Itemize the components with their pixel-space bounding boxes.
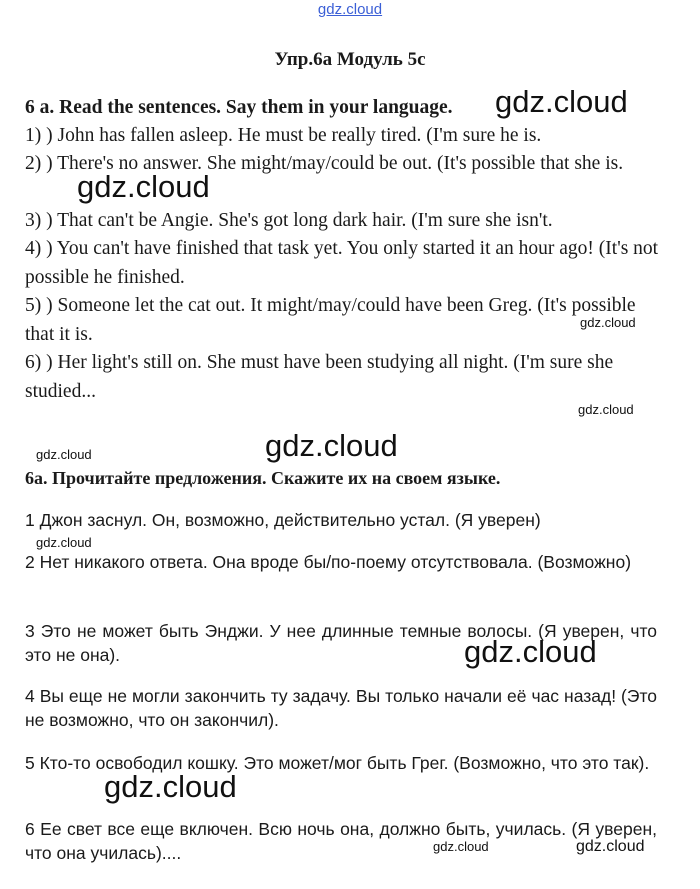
- watermark-small: gdz.cloud: [576, 838, 645, 855]
- watermark-small: gdz.cloud: [36, 535, 92, 550]
- russian-item-1: 1 Джон заснул. Он, возможно, действительно устал. (Я уверен): [25, 510, 541, 530]
- english-item-3: 3) ) That can't be Angie. She's got long dark hair. (I'm sure she isn't.: [25, 210, 553, 231]
- watermark-large: gdz.cloud: [77, 169, 210, 204]
- english-item-6: 6) ) Her light's still on. She must have been studying all night. (I'm sure she studied...: [25, 352, 614, 402]
- watermark-small: gdz.cloud: [433, 839, 489, 854]
- watermark-large: gdz.cloud: [464, 634, 597, 669]
- site-link[interactable]: gdz.cloud: [317, 1, 383, 18]
- russian-item-5: 5 Кто-то освободил кошку. Это может/мог быть Грег. (Возможно, что это так).: [25, 753, 650, 773]
- watermark-large: gdz.cloud: [495, 84, 628, 119]
- russian-heading: 6а. Прочитайте предложения. Скажите их на своем языке.: [25, 468, 501, 488]
- russian-item-2: 2 Нет никакого ответа. Она вроде бы/по-поему отсутствовала. (Возможно): [25, 552, 632, 572]
- watermark-large: gdz.cloud: [104, 769, 237, 804]
- watermark-large: gdz.cloud: [265, 428, 398, 463]
- watermark-small: gdz.cloud: [580, 315, 636, 330]
- russian-item-3: 3 Это не может быть Энджи. У нее длинные темные волосы. (Я уверен, что это не она).: [25, 621, 657, 665]
- english-item-5: 5) ) Someone let the cat out. It might/may/could have been Greg. (It's possible that it is.: [25, 295, 636, 345]
- english-heading: 6 a. Read the sentences. Say them in your language.: [25, 97, 453, 118]
- watermark-small: gdz.cloud: [578, 402, 634, 417]
- english-item-4: 4) ) You can't have finished that task yet. You only started it an hour ago! (It's not possible he finished.: [25, 238, 659, 288]
- watermark-small: gdz.cloud: [36, 447, 92, 462]
- russian-item-6: 6 Ее свет все еще включен. Всю ночь она, должно быть, училась. (Я уверен, что она училась)....: [25, 819, 657, 863]
- russian-item-4: 4 Вы еще не могли закончить ту задачу. Вы только начали её час назад! (Это не возможно, что он закончил).: [25, 686, 657, 730]
- english-item-1: 1) ) John has fallen asleep. He must be really tired. (I'm sure he is.: [25, 125, 542, 146]
- english-item-2: 2) ) There's no answer. She might/may/could be out. (It's possible that she is.: [25, 153, 624, 174]
- page-title: Упр.6а Модуль 5с: [274, 49, 426, 70]
